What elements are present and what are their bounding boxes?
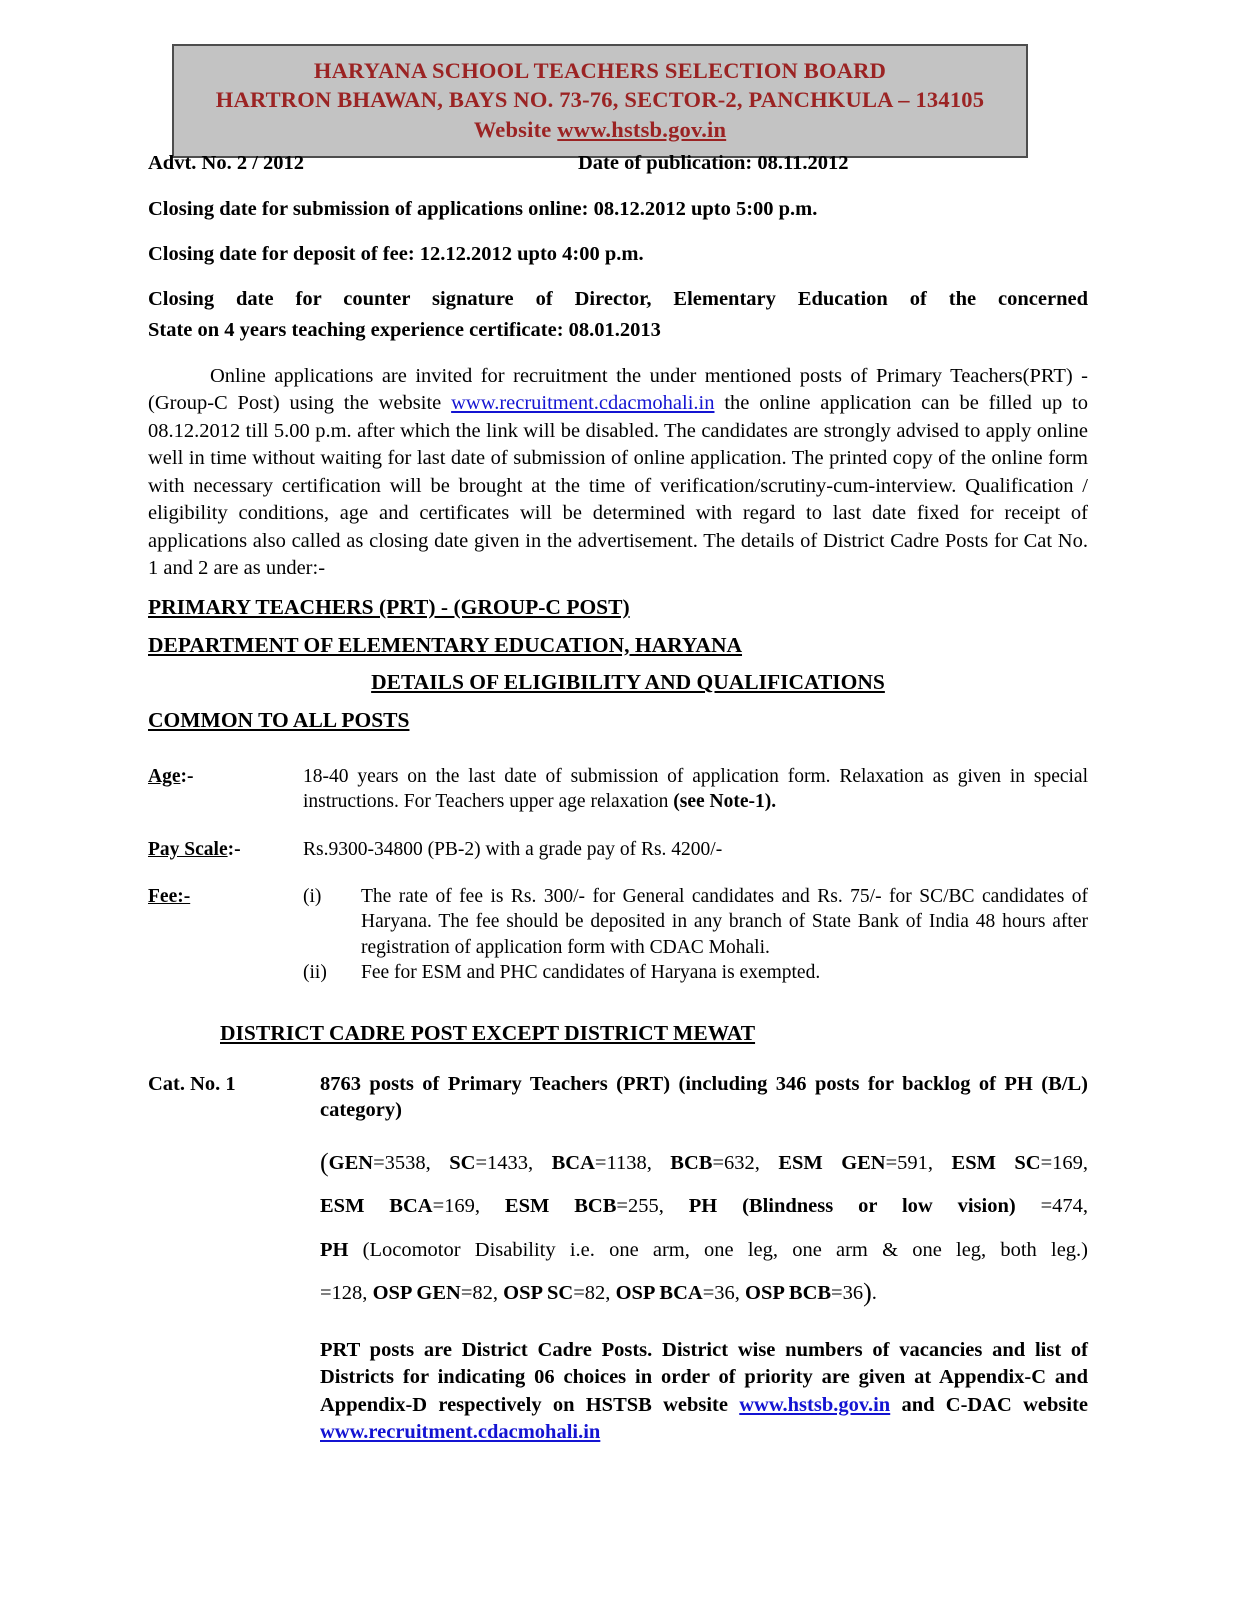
heading-primary-teachers bbox=[148, 595, 1088, 621]
breakdown-ph-label: PH bbox=[320, 1238, 349, 1261]
heading-common-to-all-posts-text: COMMON TO ALL POSTS bbox=[148, 708, 410, 733]
breakdown-category-label: PH (Blindness or low vision) bbox=[688, 1195, 1016, 1218]
breakdown-category-value: =36, bbox=[702, 1281, 746, 1304]
board-name: HARYANA SCHOOL TEACHERS SELECTION BOARD bbox=[313, 58, 887, 83]
breakdown-category-label: OSP GEN bbox=[372, 1281, 461, 1304]
board-website-line bbox=[180, 115, 1020, 144]
publication-date: Date of publication: 08.11.2012 bbox=[578, 152, 849, 174]
document-header-banner bbox=[172, 44, 1028, 158]
breakdown-line-1-items bbox=[329, 1152, 1088, 1174]
breakdown-line4-prefix: =128, bbox=[320, 1281, 373, 1304]
eligibility-row-pay-scale bbox=[148, 837, 1088, 862]
category-note-middle: and C-DAC website bbox=[890, 1393, 1088, 1416]
breakdown-category-label: ESM SC bbox=[951, 1151, 1041, 1174]
heading-department-text: DEPARTMENT OF ELEMENTARY EDUCATION, HARYANA bbox=[148, 632, 743, 657]
breakdown-category-value: =1138, bbox=[594, 1151, 671, 1174]
breakdown-category-value: =591, bbox=[885, 1151, 952, 1174]
intro-paragraph bbox=[148, 363, 1088, 583]
closing-date-countersign-line1: Closing date for counter signature of Director, Elementary Education of the concerned bbox=[148, 288, 1088, 310]
breakdown-category-value: =169, bbox=[1040, 1151, 1089, 1174]
age-label-text: Age bbox=[148, 765, 181, 787]
breakdown-category-label: OSP BCA bbox=[615, 1281, 703, 1304]
category-note bbox=[320, 1337, 1088, 1445]
intro-text-part2: the online application can be filled up to 08.12.2012 till 5.00 p.m. after which the link will be disabled. The candidates are strongly advised to apply online well in time without waiting for last date of submission of online application. The printed copy of the online form with necessary certification will be brought at the time of verification/scrutiny-cum-interview. Qualification / eligibility conditions, age and certificates will be determined with regard to last date fixed for receipt of applications also called as closing date given in the advertisement. The details of District Cadre Posts for Cat No. 1 and 2 are as under:- bbox=[148, 392, 1088, 580]
breakdown-category-label: ESM BCA bbox=[320, 1195, 433, 1218]
cat-title: 8763 posts of Primary Teachers (PRT) (including 346 posts for backlog of PH (B/L) category) bbox=[320, 1073, 1088, 1121]
breakdown-category-value: =3538, bbox=[373, 1151, 450, 1174]
closing-date-countersign-line2: State on 4 years teaching experience certificate: 08.01.2013 bbox=[148, 319, 661, 341]
board-address: HARTRON BHAWAN, BAYS NO. 73-76, SECTOR-2, PANCHKULA – 134105 bbox=[215, 87, 985, 113]
breakdown-category-label: OSP SC bbox=[503, 1281, 574, 1304]
breakdown-category-label: BCB bbox=[670, 1151, 713, 1174]
breakdown-category-label: ESM BCB bbox=[504, 1195, 617, 1218]
age-label-suffix: :- bbox=[180, 765, 194, 787]
breakdown-category-value: =36 bbox=[831, 1281, 864, 1304]
breakdown-category-value: =169, bbox=[432, 1195, 505, 1218]
eligibility-row-fee-ii bbox=[148, 960, 1088, 985]
heading-details-eligibility-text: DETAILS OF ELIGIBILITY AND QUALIFICATIONS bbox=[371, 670, 885, 695]
pay-scale-label-suffix: :- bbox=[227, 838, 241, 860]
hstsb-website-link[interactable]: www.hstsb.gov.in bbox=[739, 1393, 891, 1416]
heading-common-to-all-posts bbox=[148, 708, 1088, 734]
age-value-note: (see Note-1). bbox=[673, 791, 777, 813]
fee-ii-label-spacer bbox=[148, 960, 303, 985]
breakdown-category-label: ESM GEN bbox=[778, 1151, 886, 1174]
breakdown-category-label: BCA bbox=[551, 1151, 595, 1174]
fee-item-ii-number: (ii) bbox=[303, 962, 327, 983]
breakdown-line-3 bbox=[320, 1229, 1088, 1272]
category-breakdown bbox=[320, 1142, 1088, 1316]
cdac-website-link-2[interactable]: www.recruitment.cdacmohali.in bbox=[320, 1420, 601, 1443]
heading-primary-teachers-text: PRIMARY TEACHERS (PRT) - (GROUP-C POST) bbox=[148, 594, 630, 619]
breakdown-category-value: =255, bbox=[616, 1195, 689, 1218]
advt-meta-row bbox=[148, 152, 1088, 175]
cdac-website-link[interactable]: www.recruitment.cdacmohali.in bbox=[451, 392, 715, 415]
breakdown-category-value: =632, bbox=[712, 1151, 779, 1174]
breakdown-category-value: =474, bbox=[1015, 1195, 1089, 1218]
breakdown-line-2-items bbox=[320, 1195, 1088, 1217]
advt-number: Advt. No. 2 / 2012 bbox=[148, 152, 305, 174]
pay-scale-value: Rs.9300-34800 (PB-2) with a grade pay of Rs. 4200/- bbox=[303, 838, 723, 860]
breakdown-category-value: =82, bbox=[573, 1281, 616, 1304]
board-website-link[interactable]: www.hstsb.gov.in bbox=[557, 116, 727, 142]
fee-label bbox=[148, 884, 303, 909]
breakdown-line-4 bbox=[320, 1272, 1088, 1315]
age-value-text: 18-40 years on the last date of submission of application form. Relaxation as given in special instructions. For Teachers upper age relaxation bbox=[303, 765, 1088, 813]
breakdown-period: . bbox=[871, 1281, 877, 1304]
fee-item-ii-text: Fee for ESM and PHC candidates of Haryana is exempted. bbox=[361, 962, 821, 983]
age-label bbox=[148, 764, 303, 789]
heading-district-cadre-post-text: DISTRICT CADRE POST EXCEPT DISTRICT MEWAT bbox=[220, 1021, 756, 1046]
eligibility-row-age bbox=[148, 764, 1088, 815]
heading-district-cadre-post bbox=[148, 1021, 1088, 1046]
eligibility-row-fee bbox=[148, 884, 1088, 960]
website-label: Website bbox=[473, 116, 558, 142]
category-row-cat-1 bbox=[148, 1072, 1088, 1123]
breakdown-category-label: SC bbox=[449, 1151, 476, 1174]
breakdown-category-label: OSP BCB bbox=[745, 1281, 832, 1304]
heading-department bbox=[148, 633, 1088, 659]
age-value bbox=[303, 764, 1088, 815]
breakdown-category-value: =82, bbox=[460, 1281, 504, 1304]
breakdown-category-label: GEN bbox=[328, 1151, 374, 1174]
fee-item-i-number: (i) bbox=[303, 885, 322, 907]
breakdown-line-4-items bbox=[373, 1282, 864, 1304]
breakdown-line-1 bbox=[320, 1142, 1088, 1185]
open-paren: ( bbox=[320, 1147, 329, 1177]
heading-details-eligibility bbox=[148, 670, 1088, 696]
cat-no-label: Cat. No. 1 bbox=[148, 1073, 236, 1096]
breakdown-category-value: =1433, bbox=[475, 1151, 552, 1174]
fee-label-text: Fee:- bbox=[148, 885, 191, 907]
close-paren: ) bbox=[863, 1277, 872, 1307]
category-note-text bbox=[320, 1337, 1088, 1445]
breakdown-line-2 bbox=[320, 1185, 1088, 1228]
document-body bbox=[148, 152, 1088, 1446]
closing-date-fee: Closing date for deposit of fee: 12.12.2012 upto 4:00 p.m. bbox=[148, 243, 644, 265]
fee-item-i-text: The rate of fee is Rs. 300/- for General candidates and Rs. 75/- for SC/BC candidates of Haryana. The fee should be deposited in any branch of State Bank of India 48 hours after registration of application form with CDAC Mohali. bbox=[361, 885, 1088, 958]
pay-scale-label-text: Pay Scale bbox=[148, 838, 228, 860]
breakdown-ph-text: (Locomotor Disability i.e. one arm, one leg, one arm & one leg, both leg.) bbox=[348, 1238, 1088, 1261]
intro-text-part1: Online applications are invited for recruitment the under mentioned posts of Primary Teachers(PRT) - (Group-C Post) using the website bbox=[148, 365, 1088, 415]
category-note-body: PRT posts are District Cadre Posts. District wise numbers of vacancies and list of Districts for indicating 06 choices in order of priority are given at Appendix-C and Appendix-D respectively on HSTSB website bbox=[320, 1339, 1088, 1416]
closing-date-online: Closing date for submission of applications online: 08.12.2012 upto 5:00 p.m. bbox=[148, 198, 818, 220]
pay-scale-label bbox=[148, 837, 303, 862]
